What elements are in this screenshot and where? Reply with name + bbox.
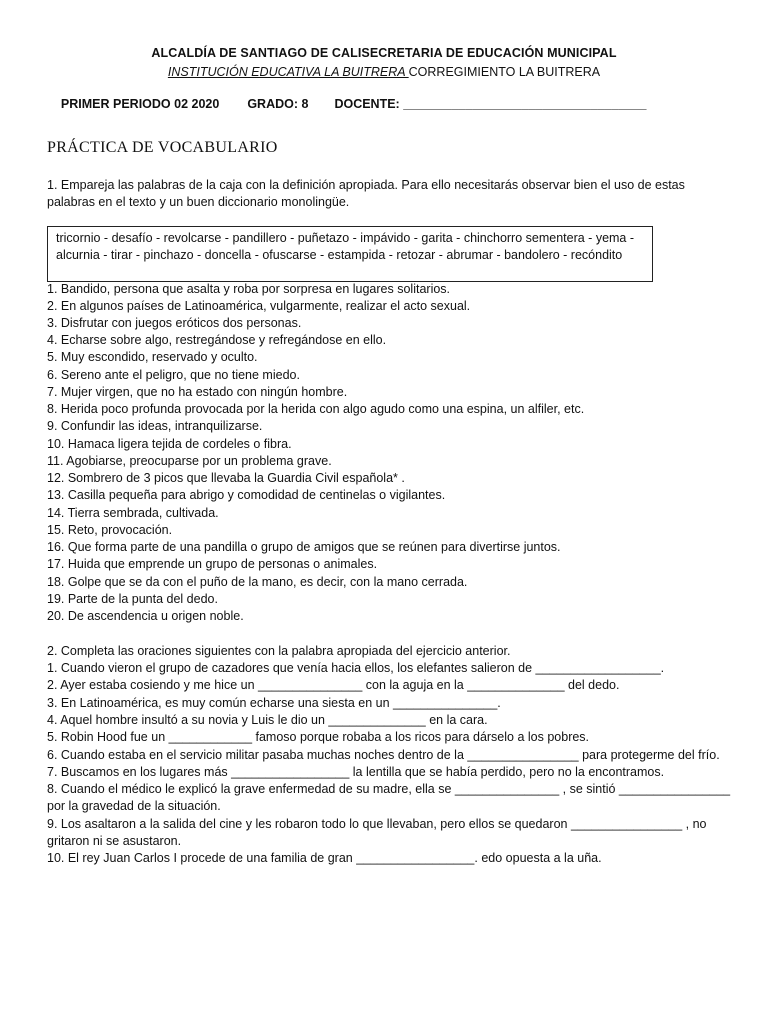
- sentence-item: 3. En Latinoamérica, es muy común echarse una siesta en un _______________.: [47, 696, 501, 710]
- exercise1-instruction-line1: 1. Empareja las palabras de la caja con la definición apropiada. Para ello necesitarás observar bien el uso de estas: [47, 178, 685, 192]
- period-label: PRIMER PERIODO 02 2020: [60, 97, 220, 111]
- definition-item: 18. Golpe que se da con el puño de la mano, es decir, con la mano cerrada.: [47, 575, 468, 589]
- sentence-item: 9. Los asaltaron a la salida del cine y les robaron todo lo que llevaban, pero ellos se quedaron ________________ , no: [47, 817, 707, 831]
- header-institution-line: [0, 65, 768, 79]
- sentence-item: 7. Buscamos en los lugares más _________________ la lentilla que se había perdido, pero no la encontramos.: [47, 765, 665, 779]
- sentence-item: 5. Robin Hood fue un ____________ famoso porque robaba a los ricos para dárselo a los pobres.: [47, 730, 590, 744]
- grade-label: GRADO: 8: [247, 97, 309, 111]
- district-name: CORREGIMIENTO LA BUITRERA: [408, 65, 601, 79]
- definition-item: 2. En algunos países de Latinoamérica, vulgarmente, realizar el acto sexual.: [47, 299, 471, 313]
- definition-item: 11. Agobiarse, preocuparse por un problema grave.: [47, 454, 332, 468]
- definition-item: 9. Confundir las ideas, intranquilizarse.: [47, 419, 263, 433]
- definition-item: 10. Hamaca ligera tejida de cordeles o fibra.: [47, 437, 292, 451]
- sentence-item: 4. Aquel hombre insultó a su novia y Luis le dio un ______________ en la cara.: [47, 713, 488, 727]
- page-title: PRÁCTICA DE VOCABULARIO: [47, 139, 278, 156]
- sentence-continuation: por la gravedad de la situación.: [47, 799, 221, 813]
- sentence-item: 6. Cuando estaba en el servicio militar pasaba muchas noches dentro de la ________________ para protegerme del frío.: [47, 748, 720, 762]
- sentence-continuation: gritaron ni se asustaron.: [47, 834, 182, 848]
- word-box-line1: tricornio - desafío - revolcarse - pandillero - puñetazo - impávido - garita - chinchorro sementera - yema -: [56, 231, 635, 245]
- word-box: [47, 226, 653, 282]
- definition-item: 14. Tierra sembrada, cultivada.: [47, 506, 219, 520]
- definition-item: 12. Sombrero de 3 picos que llevaba la Guardia Civil española* .: [47, 471, 405, 485]
- definition-item: 17. Huida que emprende un grupo de personas o animales.: [47, 557, 378, 571]
- sentence-item: 8. Cuando el médico le explicó la grave enfermedad de su madre, ella se _______________ , se sintió ________________: [47, 782, 731, 796]
- teacher-label: DOCENTE: ___________________________________: [334, 97, 647, 111]
- definition-item: 4. Echarse sobre algo, restregándose y refregándose en ello.: [47, 333, 387, 347]
- definition-item: 16. Que forma parte de una pandilla o grupo de amigos que se reúnen para divertirse juntos.: [47, 540, 561, 554]
- definition-item: 8. Herida poco profunda provocada por la herida con algo agudo como una espina, un alfiler, etc.: [47, 402, 585, 416]
- definition-item: 5. Muy escondido, reservado y oculto.: [47, 350, 258, 364]
- header-meta: [47, 83, 647, 125]
- header-municipality: ALCALDÍA DE SANTIAGO DE CALISECRETARIA DE EDUCACIÓN MUNICIPAL: [151, 46, 617, 60]
- sentence-item: 2. Ayer estaba cosiendo y me hice un _______________ con la aguja en la ______________ del dedo.: [47, 678, 620, 692]
- definition-item: 6. Sereno ante el peligro, que no tiene miedo.: [47, 368, 300, 382]
- definition-item: 20. De ascendencia u origen noble.: [47, 609, 244, 623]
- sentence-item: 10. El rey Juan Carlos I procede de una familia de gran _________________. edo opuesta a la uña.: [47, 851, 602, 865]
- sentence-item: 1. Cuando vieron el grupo de cazadores que venía hacia ellos, los elefantes salieron de __________________.: [47, 661, 665, 675]
- definition-item: 1. Bandido, persona que asalta y roba por sorpresa en lugares solitarios.: [47, 282, 451, 296]
- word-box-line2: alcurnia - tirar - pinchazo - doncella - ofuscarse - estampida - retozar - abrumar - bandolero - recóndito: [56, 248, 623, 262]
- definition-item: 7. Mujer virgen, que no ha estado con ningún hombre.: [47, 385, 348, 399]
- definition-item: 13. Casilla pequeña para abrigo y comodidad de centinelas o vigilantes.: [47, 488, 446, 502]
- definition-item: 3. Disfrutar con juegos eróticos dos personas.: [47, 316, 302, 330]
- definition-item: 15. Reto, provocación.: [47, 523, 173, 537]
- institution-name: INSTITUCIÓN EDUCATIVA LA BUITRERA: [167, 65, 409, 79]
- definition-item: 19. Parte de la punta del dedo.: [47, 592, 218, 606]
- exercise2-instruction: 2. Completa las oraciones siguientes con la palabra apropiada del ejercicio anterior.: [47, 644, 511, 658]
- exercise1-instruction-line2: palabras en el texto y un buen diccionario monolingüe.: [47, 195, 350, 209]
